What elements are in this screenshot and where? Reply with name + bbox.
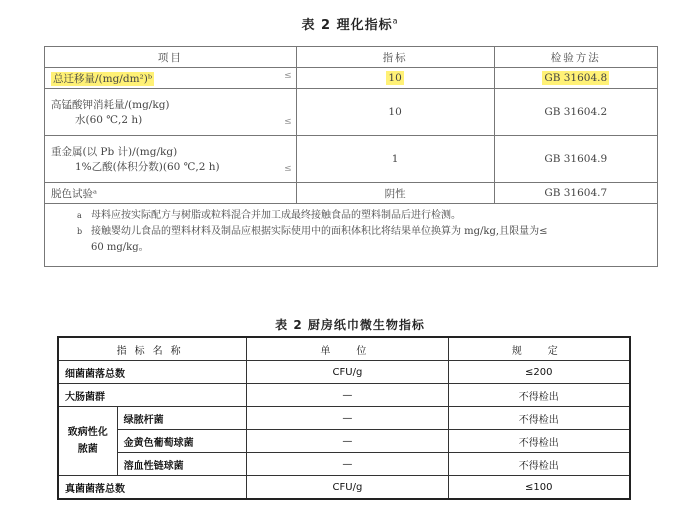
row-method-cell: GB 31604.9	[494, 136, 658, 183]
physicochemical-table	[44, 46, 658, 267]
table-row	[58, 384, 630, 407]
row-name: 细菌菌落总数	[58, 361, 247, 384]
row-rule: 不得检出	[448, 430, 630, 453]
row-value-cell: 1	[296, 136, 494, 183]
header-unit: 单 位	[247, 337, 448, 361]
table-notes-row	[45, 204, 658, 267]
header-item: 项目	[45, 47, 297, 68]
note-b-continued: 60 mg/kg。	[91, 242, 149, 253]
row-unit: —	[247, 384, 448, 407]
row-rule: 不得检出	[448, 384, 630, 407]
header-method: 检验方法	[494, 47, 658, 68]
header-name: 指标名称	[58, 337, 247, 361]
highlighted-item: 总迁移量/(mg/dm²)ᵇ	[53, 72, 153, 85]
row-unit: —	[247, 407, 448, 430]
row-value-cell: 10	[296, 89, 494, 136]
row-item-cell: 高锰酸钾消耗量/(mg/kg) 水(60 ℃,2 h) ≤	[45, 89, 297, 136]
table-row	[58, 430, 630, 453]
table-row	[58, 407, 630, 430]
row-method-cell: GB 31604.7	[494, 183, 658, 204]
row-rule: 不得检出	[448, 453, 630, 476]
table-row	[45, 183, 658, 204]
table-row	[58, 476, 630, 500]
table-row	[45, 136, 658, 183]
row-rule: ≤200	[448, 361, 630, 384]
table-header-row	[58, 337, 630, 361]
row-item-cell: 脱色试验ᵃ	[45, 183, 297, 204]
header-rule: 规 定	[448, 337, 630, 361]
row-unit: CFU/g	[247, 361, 448, 384]
table1-caption: 表 2 理化指标$^a$	[301, 16, 399, 33]
table-row	[45, 68, 658, 89]
le-sign: ≤	[284, 70, 292, 81]
table-row	[45, 89, 658, 136]
table-row	[58, 361, 630, 384]
le-sign: ≤	[284, 164, 292, 174]
row-unit: —	[247, 430, 448, 453]
pathogen-group-label: 致病性化脓菌	[58, 407, 117, 476]
table-notes	[45, 204, 658, 267]
table2-caption: 表 2 厨房纸巾微生物指标	[275, 318, 425, 332]
header-indicator: 指标	[296, 47, 494, 68]
note-b: b 接触婴幼儿食品的塑料材料及制品应根据实际使用中的面积体积比将结果单位换算为 mg/kg,且限量为≤	[77, 226, 548, 237]
microbial-table	[57, 336, 631, 500]
row-method-cell: GB 31604.8	[494, 68, 658, 89]
row-unit: CFU/g	[247, 476, 448, 500]
row-name: 绿脓杆菌	[117, 407, 247, 430]
row-item-cell: 重金属(以 Pb 计)/(mg/kg) 1%乙酸(体积分数)(60 ℃,2 h) ≤	[45, 136, 297, 183]
row-rule: ≤100	[448, 476, 630, 500]
row-name: 溶血性链球菌	[117, 453, 247, 476]
row-name: 真菌菌落总数	[58, 476, 247, 500]
row-name: 大肠菌群	[58, 384, 247, 407]
row-rule: 不得检出	[448, 407, 630, 430]
note-a: a 母料应按实际配方与树脂或粒料混合并加工成最终接触食品的塑料制品后进行检测。	[77, 210, 461, 221]
table-row	[58, 453, 630, 476]
le-sign: ≤	[284, 117, 292, 127]
row-value-cell: 10	[296, 68, 494, 89]
row-method-cell: GB 31604.2	[494, 89, 658, 136]
row-item-cell	[45, 68, 297, 89]
row-value-cell: 阴性	[296, 183, 494, 204]
row-name: 金黄色葡萄球菌	[117, 430, 247, 453]
table-header-row	[45, 47, 658, 68]
row-unit: —	[247, 453, 448, 476]
